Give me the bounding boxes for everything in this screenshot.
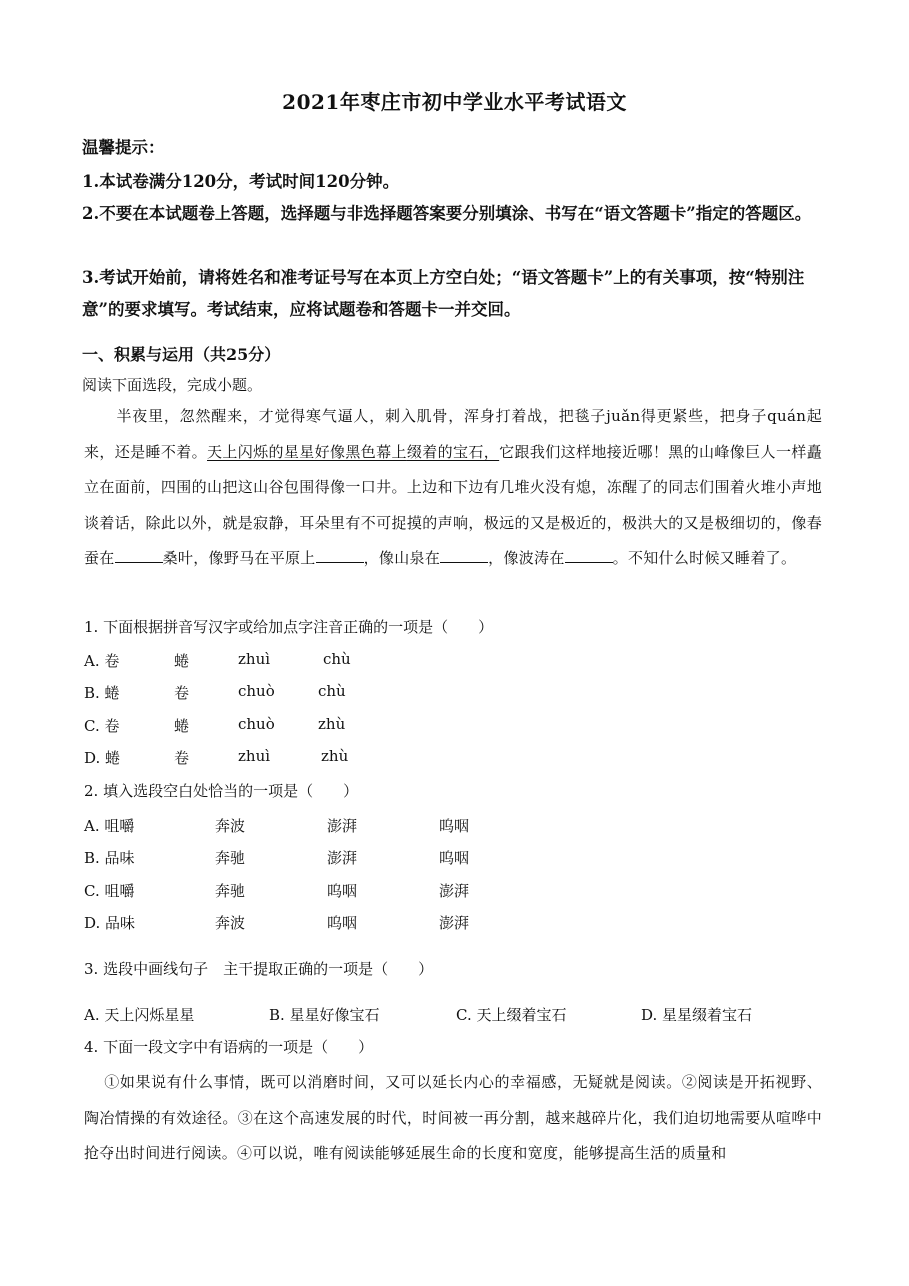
q1-a-c3: zhuì bbox=[238, 650, 271, 668]
q1-option-a bbox=[84, 650, 784, 670]
underlined-sentence-a: 天上闪烁的星星好像黑色幕上 bbox=[207, 442, 407, 461]
q2-d-c2: 奔波 bbox=[215, 914, 246, 932]
q2-c-c4: 澎湃 bbox=[439, 882, 470, 900]
q2-option-a bbox=[84, 815, 784, 835]
q2-b-c4: 呜咽 bbox=[439, 849, 470, 867]
q1-c-c4: zhù bbox=[318, 715, 346, 733]
q3-option-a: A. 天上闪烁星星 bbox=[84, 1006, 195, 1024]
q2-b-c3: 澎湃 bbox=[327, 849, 358, 867]
section-heading: 一、积累与运用（共25分） bbox=[82, 345, 281, 364]
question-1-stem: 1. 下面根据拼音写汉字或给加点字注音正确的一项是（ ） bbox=[84, 618, 494, 636]
q1-option-d bbox=[84, 747, 784, 767]
q4-passage bbox=[84, 1065, 822, 1172]
reading-instruction: 阅读下面选段，完成小题。 bbox=[82, 376, 263, 394]
q2-d-c3: 呜咽 bbox=[327, 914, 358, 932]
q3-option-b: B. 星星好像宝石 bbox=[269, 1006, 380, 1024]
q2-c-c3: 呜咽 bbox=[327, 882, 358, 900]
q2-c-label: C. 咀嚼 bbox=[84, 882, 135, 900]
q2-d-c4: 澎湃 bbox=[439, 914, 470, 932]
q1-d-c3: zhuì bbox=[238, 747, 271, 765]
q2-d-label: D. 品味 bbox=[84, 914, 136, 932]
q1-a-c4: chù bbox=[323, 650, 351, 668]
question-2-stem: 2. 填入选段空白处恰当的一项是（ ） bbox=[84, 782, 359, 800]
passage-part-1: 半夜里，忽然醒来，才觉得寒气逼人，刺入肌骨，浑身打着战，把毯子juǎn得更紧些，把身子quán起来，还是睡不着。 bbox=[84, 407, 822, 461]
tips-heading: 温馨提示： bbox=[82, 138, 165, 157]
passage-part-6: 。不知什么时候又睡着了。 bbox=[612, 549, 797, 568]
q1-c-c2: 蜷 bbox=[174, 717, 190, 735]
q1-b-label: B. 蜷 bbox=[84, 684, 120, 702]
q2-b-c2: 奔驰 bbox=[215, 849, 246, 867]
tip-line-2: 2.不要在本试题卷上答题，选择题与非选择题答案要分别填涂、书写在“语文答题卡”指定的答题区。 bbox=[82, 204, 812, 223]
passage-part-5: ，像波涛在 bbox=[488, 549, 565, 568]
q2-b-label: B. 品味 bbox=[84, 849, 135, 867]
q2-option-d bbox=[84, 912, 784, 932]
blank-1 bbox=[115, 548, 163, 563]
passage-part-3: 桑叶，像野马在平原上 bbox=[162, 549, 316, 568]
passage-part-2: 它跟我们这样地接近哪！黑的山峰像巨人一样矗立在面前，四围的山把这山谷包围得像一口井。上边和下边有几堆火没有熄，冻醒了的同志们围着火堆小声地谈着话，除此以外，就是寂静，耳朵里有不可捉摸的声响，极远的又是极近的，极洪大的又是极细切的，像春蚕在 bbox=[84, 442, 822, 568]
q1-b-c3: chuò bbox=[238, 682, 275, 700]
q1-option-c bbox=[84, 715, 784, 735]
q1-c-label: C. 卷 bbox=[84, 717, 120, 735]
q1-d-label: D. 蜷 bbox=[84, 749, 121, 767]
q2-a-c4: 呜咽 bbox=[439, 817, 470, 835]
passage-part-4: ，像山泉在 bbox=[363, 549, 441, 568]
question-4-stem: 4. 下面一段文字中有语病的一项是（ ） bbox=[84, 1038, 374, 1056]
tip-line-1: 1.本试卷满分120分，考试时间120分钟。 bbox=[82, 172, 400, 191]
tip-line-3: 3.考试开始前，请将姓名和准考证号写在本页上方空白处；“语文答题卡”上的有关事项，按“特别注意”的要求填写。考试结束，应将试题卷和答题卡一并交回。 bbox=[82, 268, 805, 319]
q3-option-c: C. 天上缀着宝石 bbox=[456, 1006, 567, 1024]
blank-3 bbox=[440, 548, 488, 563]
q2-a-label: A. 咀嚼 bbox=[84, 817, 135, 835]
q2-c-c2: 奔驰 bbox=[215, 882, 246, 900]
q2-option-c bbox=[84, 880, 784, 900]
q1-option-b bbox=[84, 682, 784, 702]
q1-b-c2: 卷 bbox=[174, 684, 190, 702]
blank-4 bbox=[565, 548, 613, 563]
q1-a-label: A. 卷 bbox=[84, 652, 120, 670]
q2-option-b bbox=[84, 847, 784, 867]
q1-c-c3: chuò bbox=[238, 715, 275, 733]
q1-d-c4: zhù bbox=[321, 747, 349, 765]
q2-a-c2: 奔波 bbox=[215, 817, 246, 835]
reading-passage bbox=[84, 399, 822, 577]
exam-title: 2021年枣庄市初中学业水平考试语文 bbox=[282, 90, 627, 114]
question-3-stem: 3. 选段中画线句子 主干提取正确的一项是（ ） bbox=[84, 960, 434, 978]
q4-passage-text: ①如果说有什么事情，既可以消磨时间，又可以延长内心的幸福感，无疑就是阅读。②阅读是开拓视野、陶冶情操的有效途径。③在这个高速发展的时代，时间被一再分割，越来越碎片化，我们迫切地需要从喧哗中抢夺出时间进行阅读。④可以说，唯有阅读能够延展生命的长度和宽度，能够提高生活的质量和 bbox=[84, 1073, 822, 1163]
q1-b-c4: chù bbox=[318, 682, 346, 700]
q3-option-d: D. 星星缀着宝石 bbox=[641, 1006, 753, 1024]
q1-d-c2: 卷 bbox=[174, 749, 190, 767]
q1-a-c2: 蜷 bbox=[174, 652, 190, 670]
q2-a-c3: 澎湃 bbox=[327, 817, 358, 835]
underlined-sentence-b: 缀着的宝石， bbox=[406, 442, 500, 461]
blank-2 bbox=[316, 548, 364, 563]
